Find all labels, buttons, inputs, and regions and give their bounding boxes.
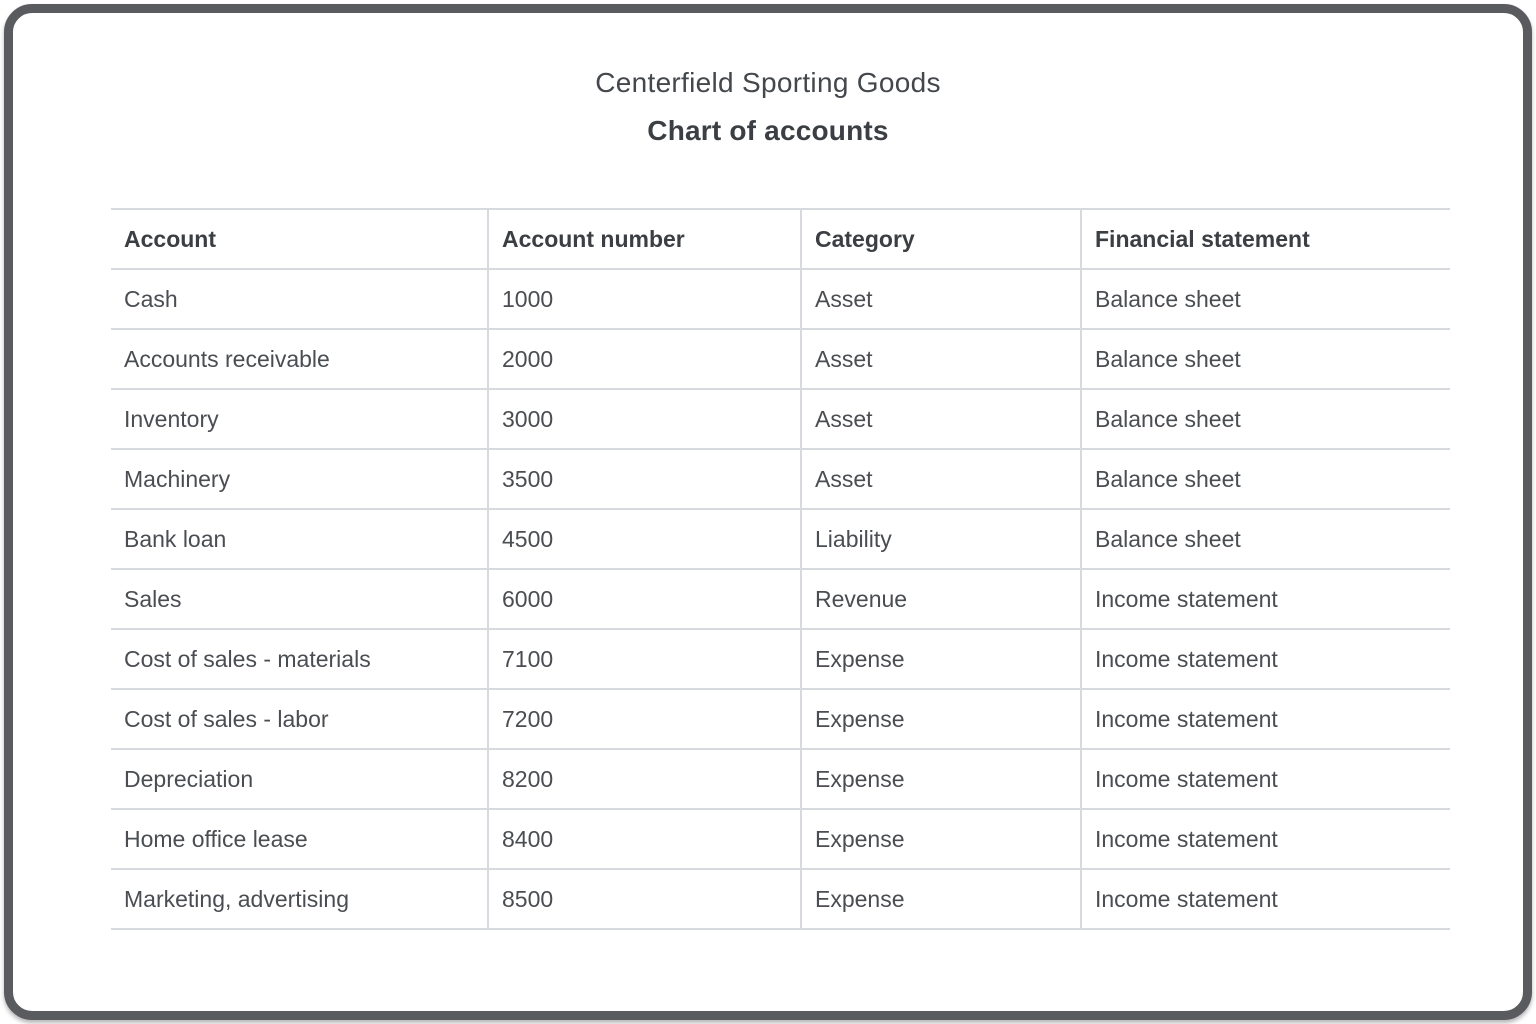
cell-account-number: 7100 <box>488 629 801 689</box>
column-header-category: Category <box>801 209 1081 269</box>
cell-account-number: 1000 <box>488 269 801 329</box>
table-row <box>111 509 1450 569</box>
cell-financial-statement: Income statement <box>1081 629 1450 689</box>
column-header-financial-statement: Financial statement <box>1081 209 1450 269</box>
cell-financial-statement: Balance sheet <box>1081 449 1450 509</box>
table-row <box>111 629 1450 689</box>
cell-category: Expense <box>801 629 1081 689</box>
cell-category: Revenue <box>801 569 1081 629</box>
cell-account: Accounts receivable <box>111 329 488 389</box>
cell-financial-statement: Income statement <box>1081 749 1450 809</box>
cell-financial-statement: Balance sheet <box>1081 269 1450 329</box>
cell-category: Expense <box>801 749 1081 809</box>
table-row <box>111 569 1450 629</box>
cell-account: Cash <box>111 269 488 329</box>
cell-account: Cost of sales - materials <box>111 629 488 689</box>
cell-financial-statement: Income statement <box>1081 869 1450 929</box>
cell-account-number: 7200 <box>488 689 801 749</box>
cell-financial-statement: Income statement <box>1081 569 1450 629</box>
document-header <box>13 67 1523 147</box>
table-header-row <box>111 209 1450 269</box>
table-body <box>111 269 1450 929</box>
cell-financial-statement: Income statement <box>1081 809 1450 869</box>
cell-account-number: 8500 <box>488 869 801 929</box>
column-header-account: Account <box>111 209 488 269</box>
table-row <box>111 689 1450 749</box>
chart-of-accounts-table <box>111 208 1450 930</box>
cell-account-number: 3500 <box>488 449 801 509</box>
cell-account-number: 6000 <box>488 569 801 629</box>
cell-category: Asset <box>801 389 1081 449</box>
cell-category: Expense <box>801 689 1081 749</box>
cell-category: Asset <box>801 449 1081 509</box>
table-row <box>111 809 1450 869</box>
column-header-account-number: Account number <box>488 209 801 269</box>
page-title: Chart of accounts <box>647 115 889 146</box>
cell-account-number: 2000 <box>488 329 801 389</box>
table-row <box>111 449 1450 509</box>
cell-financial-statement: Income statement <box>1081 689 1450 749</box>
cell-account: Bank loan <box>111 509 488 569</box>
table-row <box>111 749 1450 809</box>
cell-account: Inventory <box>111 389 488 449</box>
cell-account: Marketing, advertising <box>111 869 488 929</box>
cell-account-number: 8400 <box>488 809 801 869</box>
cell-financial-statement: Balance sheet <box>1081 329 1450 389</box>
table-row <box>111 269 1450 329</box>
cell-account: Cost of sales - labor <box>111 689 488 749</box>
cell-account-number: 3000 <box>488 389 801 449</box>
cell-account: Home office lease <box>111 809 488 869</box>
table-row <box>111 329 1450 389</box>
document-card <box>4 4 1532 1020</box>
cell-category: Asset <box>801 329 1081 389</box>
cell-category: Expense <box>801 809 1081 869</box>
cell-account-number: 8200 <box>488 749 801 809</box>
table-row <box>111 869 1450 929</box>
cell-financial-statement: Balance sheet <box>1081 389 1450 449</box>
company-name: Centerfield Sporting Goods <box>595 67 941 98</box>
table-row <box>111 389 1450 449</box>
cell-category: Asset <box>801 269 1081 329</box>
cell-account: Depreciation <box>111 749 488 809</box>
cell-category: Expense <box>801 869 1081 929</box>
cell-account-number: 4500 <box>488 509 801 569</box>
cell-financial-statement: Balance sheet <box>1081 509 1450 569</box>
cell-category: Liability <box>801 509 1081 569</box>
cell-account: Sales <box>111 569 488 629</box>
cell-account: Machinery <box>111 449 488 509</box>
